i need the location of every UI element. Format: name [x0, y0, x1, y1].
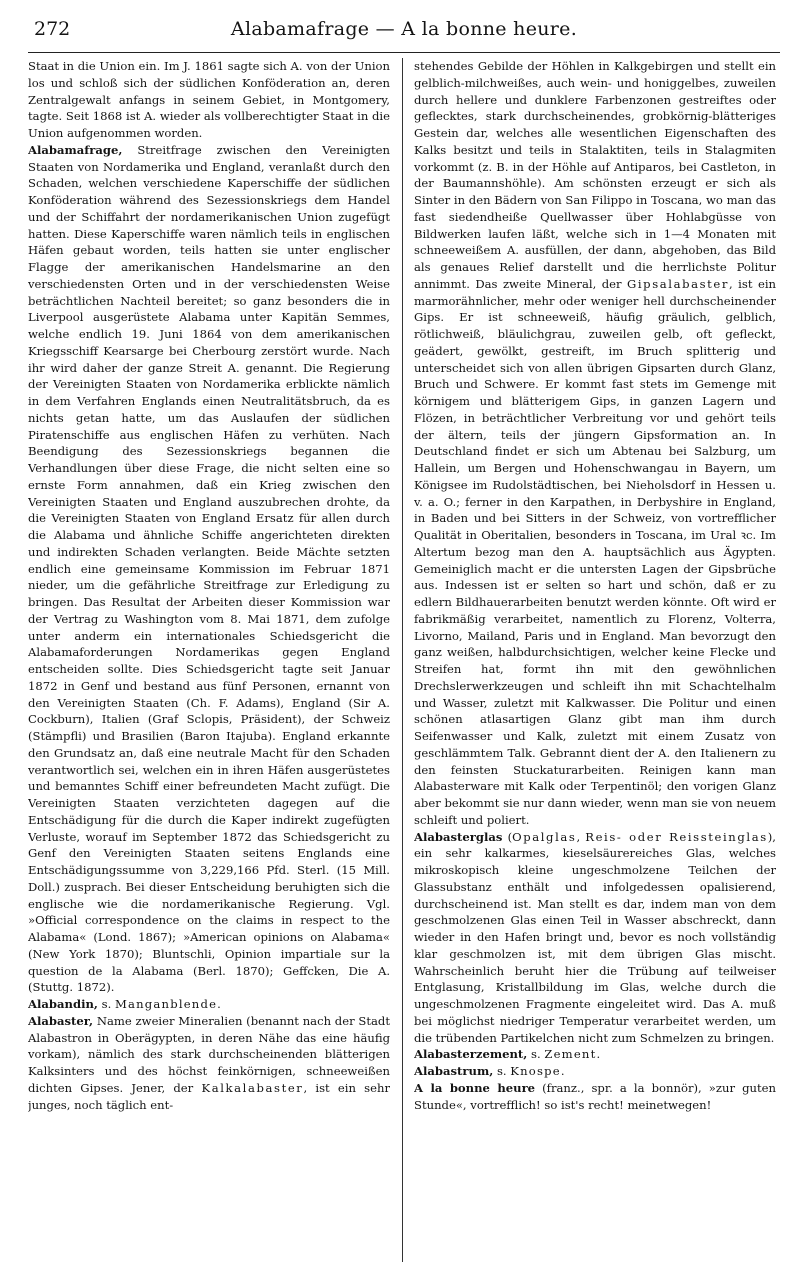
entry-alabastrum: Alabastrum, s. Knospe. — [414, 1064, 566, 1078]
spaced-term: Gipsalabaster — [627, 276, 730, 291]
entry-alabaster: Alabaster, Name zweier Mineralien (benannt nach der Stadt Alabastron in Oberägypten, in deren Nähe das eine häufig vorkam), nämlich des stark durchscheinenden blätterigen Kalksinters und des höchst feinkörnigen, schneeweißen dichten Gipses. Jener, der Kalkalabaster, ist ein sehr junges, noch täglich ent- — [28, 1013, 390, 1112]
entry-alabandin: Alabandin, s. Manganblende. — [28, 997, 223, 1011]
right-column — [414, 58, 776, 1262]
cross-reference: Zement. — [544, 1047, 602, 1062]
entry-alabama-continued: Staat in die Union ein. Im J. 1861 sagte sich A. von der Union los und schloß sich der südlichen Konföderation an, deren Zentralgewalt anfangs in seinem Gebiet, in Montgomery, tagte. Seit 1868 ist A. wieder als vollberechtigter Staat in die Union aufgenommen worden. — [28, 59, 390, 140]
headword: Alabasterglas — [414, 829, 503, 844]
headword: Alabamafrage, — [28, 142, 123, 157]
headword: A la bonne heure — [414, 1080, 536, 1095]
left-column — [28, 58, 390, 1262]
dictionary-page — [28, 14, 780, 1262]
entry-alabasterzement: Alabasterzement, s. Zement. — [414, 1047, 602, 1062]
spaced-term: Opalglas — [512, 829, 577, 844]
entry-a-la-bonne-heure: A la bonne heure (franz., spr. a la bonnör), »zur guten Stunde«, vortrefflich! so ist's recht! meinetwegen! — [414, 1080, 776, 1112]
headword: Alabaster, — [28, 1013, 94, 1028]
page-header — [28, 14, 780, 53]
page-number: 272 — [34, 18, 71, 40]
spaced-term: Reis- oder Reissteinglas — [585, 829, 768, 844]
cross-reference: Manganblende. — [114, 997, 223, 1011]
entry-alabasterglas: Alabasterglas (Opalglas, Reis- oder Reissteinglas), ein sehr kalkarmes, kieselsäurereiches Glas, welches mikroskopisch kleine ungeschmolzene Teilchen der Glassubstanz enthält und infolgedessen opalisierend, durchscheinend ist. Man stellt es dar, indem man von dem geschmolzenen Glas einen Teil in Wasser abschreckt, dann wieder in den Hafen bringt und, bevor es noch vollständig klar geschmolzen ist, mit dem übrigen Glas mischt. Wahrscheinlich beruht hier die Trübung auf teilweiser Entglasung, Kristallbildung im Glas, welche durch die ungeschmolzenen Fragmente eingeleitet wird. Das A. muß bei möglichst niedriger Temperatur verarbeitet werden, um die trübenden Partikelchen nicht zum Schmelzen zu bringen. — [414, 829, 776, 1045]
headword: Alabasterzement, — [414, 1047, 528, 1062]
spaced-term: Kalkalabaster — [201, 1080, 304, 1095]
entry-alabaster-continued: stehendes Gebilde der Höhlen in Kalkgebirgen und stellt ein gelblich-milchweißes, auch wein- und honiggelbes, zuweilen durch hellere und dunklere Farbenzonen gestreiftes oder geflecktes, stark durchscheinendes, grobkörnig-blätteriges Gestein dar, welches alle wesentlichen Eigenschaften des Kalks besitzt und teils in Stalaktiten, teils in Stalagmiten vorkommt (z. B. in der Höhle auf Antiparos, bei Castleton, in der Baumannshöhle). Am schönsten erzeugt er sich als Sinter in den Bädern von San Filippo in Toscana, wo man das fast siedendheiße Quellwasser über Hohlabgüsse von Bildwerken laufen läßt, welche sich in 1—4 Monaten mit schneeweißem A. ausfüllen, der dann, abgehoben, das Bild als genaues Relief darstellt und die herrlichste Politur annimmt. Das zweite Mineral, der Gipsalabaster, ist ein marmorähnlicher, mehr oder weniger hell durchscheinender Gips. Er ist schneeweiß, häufig gräulich, gelblich, rötlichweiß, bläulichgrau, zuweilen gelb, oft gefleckt, geädert, gewölkt, gestreift, im Bruch splitterig und unterscheidet sich von allen übrigen Gipsarten durch Glanz, Bruch und Schwere. Er kommt fast stets im Gemenge mit körnigem und blätterigem Gips, in ganzen Lagern und Flözen, in beträchtlicher Verbreitung vor und gehört teils der ältern, teils der jüngern Gipsformation an. In Deutschland findet er sich um Abtenau bei Salzburg, um Hallein, um Bergen und Hohenschwangau in Bayern, um Königsee im Rudolstädtischen, bei Nieholsdorf in Hessen u. v. a. O.; ferner in den Karpathen, in Derbyshire in England, in Baden und bei Sitters in der Schweiz, von vortrefflicher Qualität in Oberitalien, besonders in Toscana, im Ural ꝛc. Im Altertum bezog man den A. hauptsächlich aus Ägypten. Gemeiniglich macht er die untersten Lagen der Gipsbrüche aus. Indessen ist er selten so hart und schön, daß er zu edlern Bildhauerarbeiten benutzt werden könnte. Oft wird er fabrikmäßig verarbeitet, namentlich zu Florenz, Volterra, Livorno, Mailand, Paris und in England. Man bevorzugt den ganz weißen, halbdurchsichtigen, welcher keine Flecke und Streifen hat, formt ihn mit den gewöhnlichen Drechslerwerkzeugen und schleift ihn mit Schachtelhalm und Wasser, zuletzt mit Kalkwasser. Die Politur und einen schönen atlasartigen Glanz gibt man ihm durch Seifenwasser und Kalk, zuletzt mit einem Zusatz von geschlämmtem Talk. Gebrannt dient der A. den Italienern zu den feinsten Stuckaturarbeiten. Reinigen kann man Alabasterware mit Kalk oder Terpentinöl; den vorigen Glanz aber bekommt sie nur dann wieder, wenn man sie von neuem schleift und poliert. — [414, 59, 776, 827]
headword: Alabastrum, — [414, 1064, 494, 1078]
entry-alabamafrage: Alabamafrage, Streitfrage zwischen den Vereinigten Staaten von Nordamerika und England, veranlaßt durch den Schaden, welchen verschiedene Kaperschiffe der südlichen Konföderation während des Sezessionskriegs dem Handel und der Schiffahrt der nordamerikanischen Union zugefügt hatten. Diese Kaperschiffe waren nämlich teils in englischen Häfen gebaut worden, teils hatten sie unter englischer Flagge der amerikanischen Handelsmarine an den verschiedensten Orten und in der verschiedensten Weise beträchtlichen Nachteil bereitet; so ganz besonders die in Liverpool ausgerüstete Alabama unter Kapitän Semmes, welche endlich 19. Juni 1864 von dem amerikanischen Kriegsschiff Kearsarge bei Cherbourg zerstört wurde. Nach ihr wird daher der ganze Streit A. genannt. Die Regierung der Vereinigten Staaten von Nordamerika erblickte nämlich in dem Verfahren Englands einen Neutralitätsbruch, da es nichts getan hatte, um das Auslaufen der südlichen Piratenschiffe aus englischen Häfen zu verhüten. Nach Beendigung des Sezessionskriegs begannen die Verhandlungen über diese Frage, die nicht selten eine so ernste Form annahmen, daß ein Krieg zwischen den Vereinigten Staaten und England auszubrechen drohte, da die Vereinigten Staaten von England Ersatz für allen durch die Alabama und ähnliche Schiffe angerichteten direkten und indirekten Schaden verlangten. Beide Mächte setzten endlich eine gemeinsame Kommission im Februar 1871 nieder, um die gefährliche Streitfrage zur Erledigung zu bringen. Das Resultat der Arbeiten dieser Kommission war der Vertrag zu Washington vom 8. Mai 1871, dem zufolge unter anderm ein internationales Schiedsgericht die Alabamaforderungen Nordamerikas gegen England entscheiden sollte. Dies Schiedsgericht tagte seit Januar 1872 in Genf und bestand aus fünf Personen, ernannt von den Vereinigten Staaten (Ch. F. Adams), England (Sir A. Cockburn), Italien (Graf Sclopis, Präsident), der Schweiz (Stämpfli) und Brasilien (Baron Itajuba). England erkannte den Grundsatz an, daß eine neutrale Macht für den Schaden verantwortlich sei, welchen ein in ihren Häfen ausgerüstetes und bemanntes Schiff einer befreundeten Macht zufügt. Die Vereinigten Staaten verzichteten dagegen auf die Entschädigung für die durch die Kaper indirekt zugefügten Verluste, worauf im September 1872 das Schiedsgericht zu Genf den Vereinigten Staaten seitens Englands eine Entschädigungssumme von 3,229,166 Pfd. Sterl. (15 Mill. Doll.) zusprach. Bei dieser Entscheidung beruhigten sich die englische wie die nordamerikanische Regierung. Vgl. »Official correspondence on the claims in respect to the Alabama« (Lond. 1867); »American opinions on Alabama« (New York 1870); Bluntschli, Opinion impartiale sur la question de la Alabama (Berl. 1870); Geffcken, Die A. (Stuttg. 1872). — [28, 142, 390, 995]
text-columns — [28, 58, 780, 1262]
cross-reference: Knospe. — [510, 1064, 566, 1078]
headword: Alabandin, — [28, 997, 98, 1011]
running-head: Alabamafrage — A la bonne heure. — [230, 18, 578, 40]
